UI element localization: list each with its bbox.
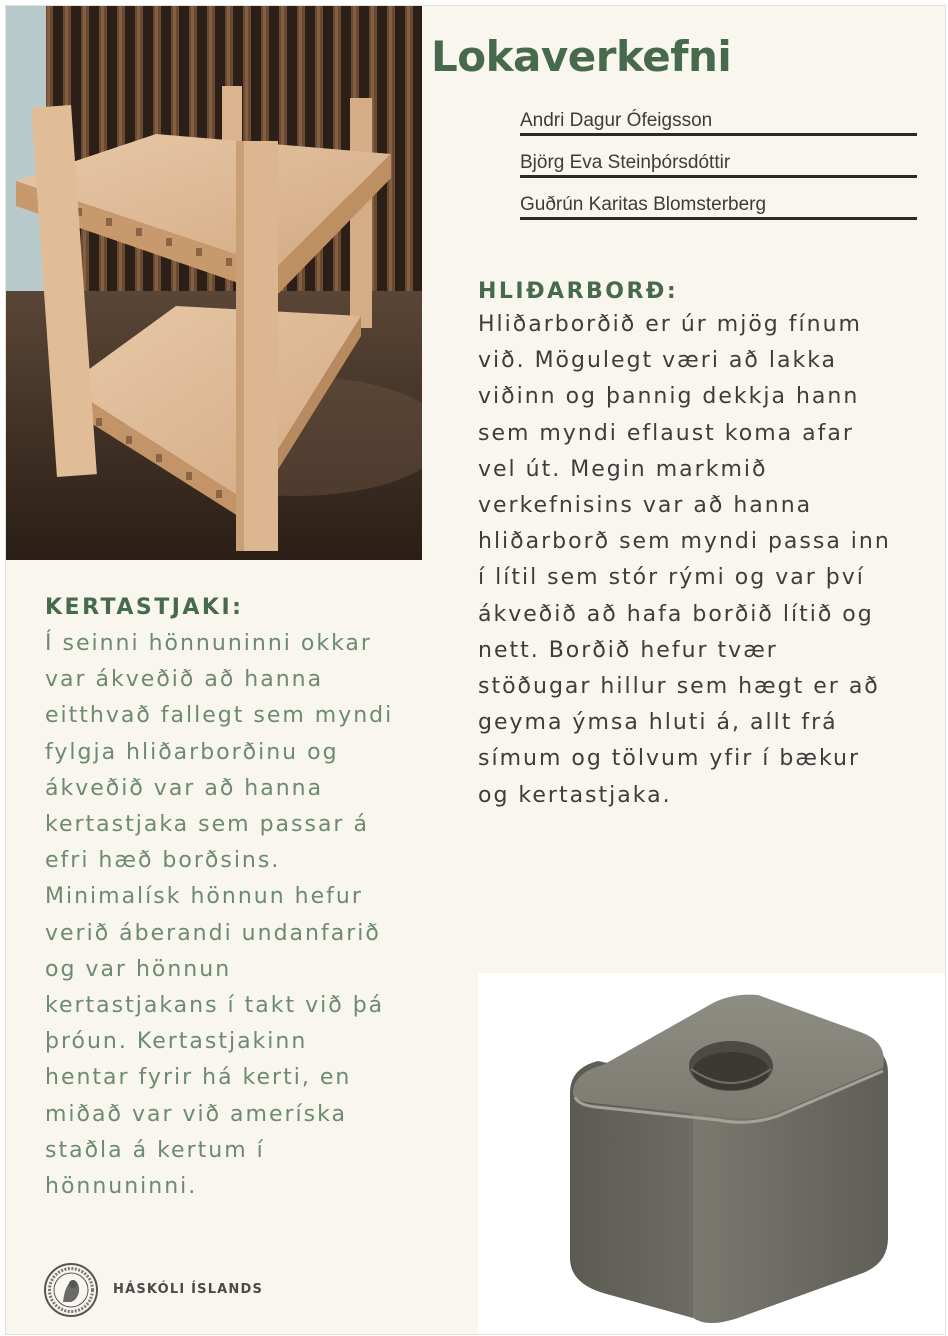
candle-holder-render: [478, 973, 945, 1334]
text-line: og kertastjaka.: [478, 782, 672, 808]
text-line: miðað var við ameríska: [45, 1101, 347, 1127]
candle-holder-heading: KERTASTJAKI:: [45, 595, 244, 620]
page-title: Lokaverkefni: [431, 32, 732, 81]
text-line: fylgja hliðarborðinu og: [45, 739, 339, 765]
text-line: sem myndi eflaust koma afar: [478, 420, 854, 446]
text-line: hentar fyrir há kerti, en: [45, 1065, 352, 1091]
text-line: kertastjaka sem passar á: [45, 812, 369, 838]
text-line: kertastjakans í takt við þá: [45, 993, 385, 1019]
candle-holder-description: [45, 626, 393, 1205]
text-line: og var hönnun: [45, 956, 232, 982]
text-line: stöðugar hillur sem hægt er að: [478, 674, 880, 700]
university-name: HÁSKÓLI ÍSLANDS: [113, 1282, 264, 1297]
text-line: nett. Borðið hefur tvær: [478, 637, 778, 663]
text-line: verið áberandi undanfarið: [45, 920, 381, 946]
text-line: ákveðið var að hanna: [45, 775, 324, 801]
author-name: Guðrún Karitas Blomsterberg: [520, 193, 917, 220]
text-line: þróun. Kertastjakinn: [45, 1029, 308, 1055]
text-line: vel út. Megin markmið: [478, 456, 768, 482]
text-line: Minimalísk hönnun hefur: [45, 884, 363, 910]
text-line: verkefnisins var að hanna: [478, 493, 813, 519]
poster-page: [5, 5, 946, 1335]
text-line: var ákveðið að hanna: [45, 667, 324, 693]
university-seal-icon: [43, 1262, 99, 1318]
text-line: staðla á kertum í: [45, 1137, 265, 1163]
text-line: hönnuninni.: [45, 1174, 198, 1200]
text-line: eitthvað fallegt sem myndi: [45, 703, 394, 729]
author-name: Björg Eva Steinþórsdóttir: [520, 151, 917, 178]
text-line: efri hæð borðsins.: [45, 848, 281, 874]
text-line: ákveðið að hafa borðið lítið og: [478, 601, 874, 627]
text-line: hliðarborð sem myndi passa inn: [478, 529, 891, 555]
text-line: símum og tölvum yfir í bækur: [478, 746, 861, 772]
author-name: Andri Dagur Ófeigsson: [520, 109, 917, 136]
text-line: Í seinni hönnuninni okkar: [45, 631, 372, 656]
text-line: Hliðarborðið er úr mjög fínum: [478, 312, 862, 337]
text-line: viðinn og þannig dekkja hann: [478, 384, 860, 410]
text-line: við. Mögulegt væri að lakka: [478, 348, 838, 374]
text-line: í lítil sem stór rými og var því: [478, 565, 865, 591]
side-table-photo: [6, 6, 422, 560]
side-table-description: [478, 307, 891, 814]
text-line: geyma ýmsa hluti á, allt frá: [478, 710, 838, 736]
side-table-heading: HLIÐARBORÐ:: [478, 279, 679, 304]
